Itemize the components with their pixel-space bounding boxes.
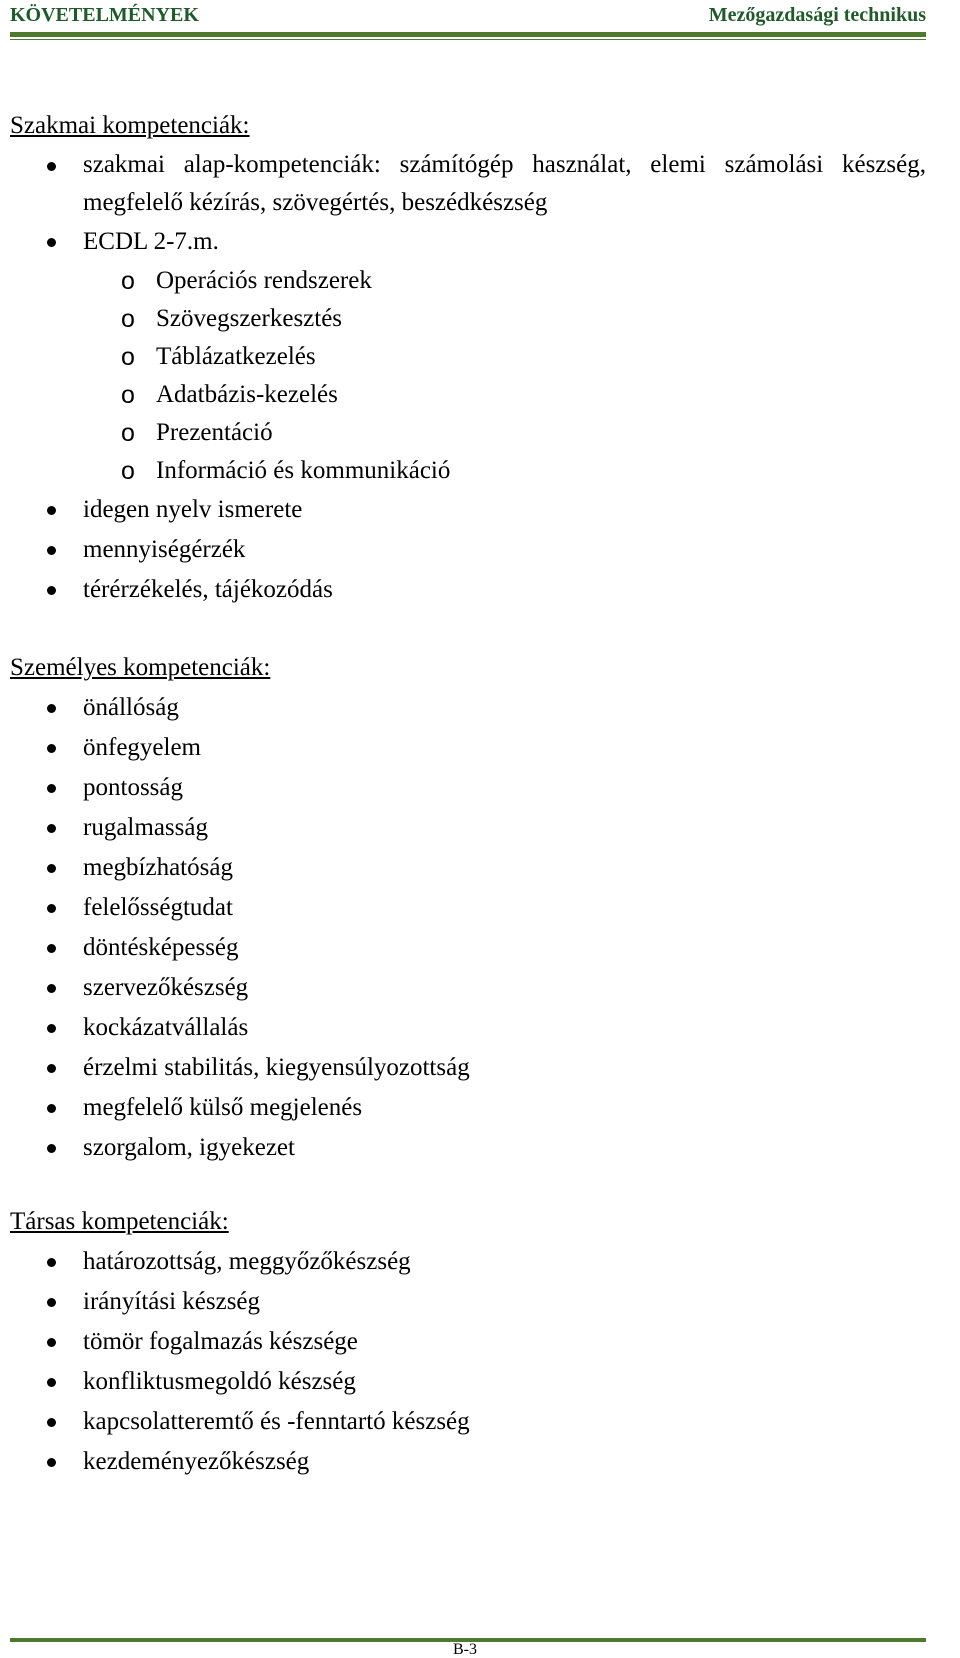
sublist-item-text: Adatbázis-kezelés bbox=[156, 381, 338, 408]
list-item bbox=[10, 530, 926, 570]
list-item bbox=[10, 490, 926, 530]
sublist-item bbox=[10, 300, 926, 338]
bullet-icon bbox=[47, 162, 56, 171]
list-item-text: döntésképesség bbox=[83, 934, 239, 961]
circle-bullet-icon: o bbox=[121, 343, 135, 371]
list-item-text: határozottság, meggyőzőkészség bbox=[83, 1248, 411, 1275]
bullet-icon bbox=[47, 1144, 56, 1153]
bullet-icon bbox=[47, 1298, 56, 1307]
list-item bbox=[10, 768, 926, 808]
sublist-item bbox=[10, 262, 926, 300]
list-item bbox=[10, 1362, 926, 1402]
list-item bbox=[10, 1442, 926, 1482]
bullet-icon bbox=[47, 704, 56, 713]
page-number: B-3 bbox=[453, 1641, 477, 1658]
list-professional bbox=[10, 146, 926, 610]
list-item-text: ECDL 2-7.m. bbox=[83, 228, 219, 255]
ecdl-sublist bbox=[83, 262, 926, 490]
sublist-item bbox=[10, 452, 926, 490]
list-item bbox=[10, 570, 926, 610]
list-item-text: idegen nyelv ismerete bbox=[83, 496, 303, 523]
list-item bbox=[10, 1048, 926, 1088]
page-footer bbox=[0, 1638, 960, 1658]
list-item bbox=[10, 848, 926, 888]
list-item bbox=[10, 1242, 926, 1282]
bullet-icon bbox=[47, 1064, 56, 1073]
list-item-text: kapcsolatteremtő és -fenntartó készség bbox=[83, 1408, 470, 1435]
list-item bbox=[10, 728, 926, 768]
list-item bbox=[10, 968, 926, 1008]
bullet-icon bbox=[47, 984, 56, 993]
bullet-icon bbox=[47, 824, 56, 833]
bullet-icon bbox=[47, 1458, 56, 1467]
list-item bbox=[10, 1402, 926, 1442]
section-title-personal: Személyes kompetenciák: bbox=[10, 654, 271, 681]
section-title-professional: Szakmai kompetenciák: bbox=[10, 112, 250, 139]
list-item-text: szakmai alap-kompetenciák: számítógép használat, elemi számolási készség, megfelelő kézírás, szövegértés, beszédkészség bbox=[83, 151, 926, 216]
sublist-item bbox=[10, 414, 926, 452]
page-header bbox=[10, 0, 926, 37]
list-item-text: konfliktusmegoldó készség bbox=[83, 1368, 356, 1395]
bullet-icon bbox=[47, 238, 56, 247]
bullet-icon bbox=[47, 586, 56, 595]
sublist-item bbox=[10, 376, 926, 414]
header-right-title: Mezőgazdasági technikus bbox=[708, 4, 926, 26]
section-gap bbox=[10, 1168, 926, 1202]
list-item bbox=[10, 1282, 926, 1322]
list-item-text: önállóság bbox=[83, 694, 179, 721]
list-item-text: mennyiségérzék bbox=[83, 536, 246, 563]
sublist-item-text: Információ és kommunikáció bbox=[156, 457, 451, 484]
sublist-item-text: Táblázatkezelés bbox=[156, 343, 316, 370]
list-item-text: felelősségtudat bbox=[83, 894, 233, 921]
document-body bbox=[10, 106, 926, 1482]
bullet-icon bbox=[47, 506, 56, 515]
list-item-text: szervezőkészség bbox=[83, 974, 249, 1001]
list-item-text: megbízhatóság bbox=[83, 854, 233, 881]
list-item bbox=[10, 222, 926, 490]
list-item bbox=[10, 688, 926, 728]
bullet-icon bbox=[47, 1338, 56, 1347]
circle-bullet-icon: o bbox=[121, 419, 135, 447]
sublist-item-text: Operációs rendszerek bbox=[156, 267, 372, 294]
sublist-item bbox=[10, 338, 926, 376]
list-item-text: kockázatvállalás bbox=[83, 1014, 249, 1041]
bullet-icon bbox=[47, 546, 56, 555]
section-title-social: Társas kompetenciák: bbox=[10, 1208, 229, 1235]
list-item-text: pontosság bbox=[83, 774, 183, 801]
sublist-item-text: Prezentáció bbox=[156, 419, 273, 446]
bullet-icon bbox=[47, 864, 56, 873]
bullet-icon bbox=[47, 1104, 56, 1113]
circle-bullet-icon: o bbox=[121, 457, 135, 485]
list-item bbox=[10, 808, 926, 848]
bullet-icon bbox=[47, 904, 56, 913]
bullet-icon bbox=[47, 1418, 56, 1427]
list-item bbox=[10, 1088, 926, 1128]
list-item bbox=[10, 146, 926, 222]
list-item bbox=[10, 1008, 926, 1048]
bullet-icon bbox=[47, 744, 56, 753]
list-item-text: megfelelő külső megjelenés bbox=[83, 1094, 363, 1121]
bullet-icon bbox=[47, 944, 56, 953]
header-left-title: KÖVETELMÉNYEK bbox=[10, 4, 199, 26]
list-item-text: térérzékelés, tájékozódás bbox=[83, 576, 333, 603]
list-social bbox=[10, 1242, 926, 1482]
circle-bullet-icon: o bbox=[121, 305, 135, 333]
circle-bullet-icon: o bbox=[121, 381, 135, 409]
bullet-icon bbox=[47, 1258, 56, 1267]
bullet-icon bbox=[47, 1378, 56, 1387]
list-item-text: önfegyelem bbox=[83, 734, 202, 761]
list-item-text: rugalmasság bbox=[83, 814, 208, 841]
list-item-text: irányítási készség bbox=[83, 1288, 261, 1315]
list-item-text: tömör fogalmazás készsége bbox=[83, 1328, 358, 1355]
list-personal bbox=[10, 688, 926, 1168]
list-item-text: érzelmi stabilitás, kiegyensúlyozottság bbox=[83, 1054, 470, 1081]
header-rule bbox=[10, 39, 926, 40]
section-gap bbox=[10, 610, 926, 648]
bullet-icon bbox=[47, 784, 56, 793]
list-item bbox=[10, 1128, 926, 1168]
list-item-text: szorgalom, igyekezet bbox=[83, 1134, 295, 1161]
list-item bbox=[10, 888, 926, 928]
circle-bullet-icon: o bbox=[121, 267, 135, 295]
list-item bbox=[10, 928, 926, 968]
list-item-text: kezdeményezőkészség bbox=[83, 1448, 310, 1475]
bullet-icon bbox=[47, 1024, 56, 1033]
list-item bbox=[10, 1322, 926, 1362]
sublist-item-text: Szövegszerkesztés bbox=[156, 305, 343, 332]
